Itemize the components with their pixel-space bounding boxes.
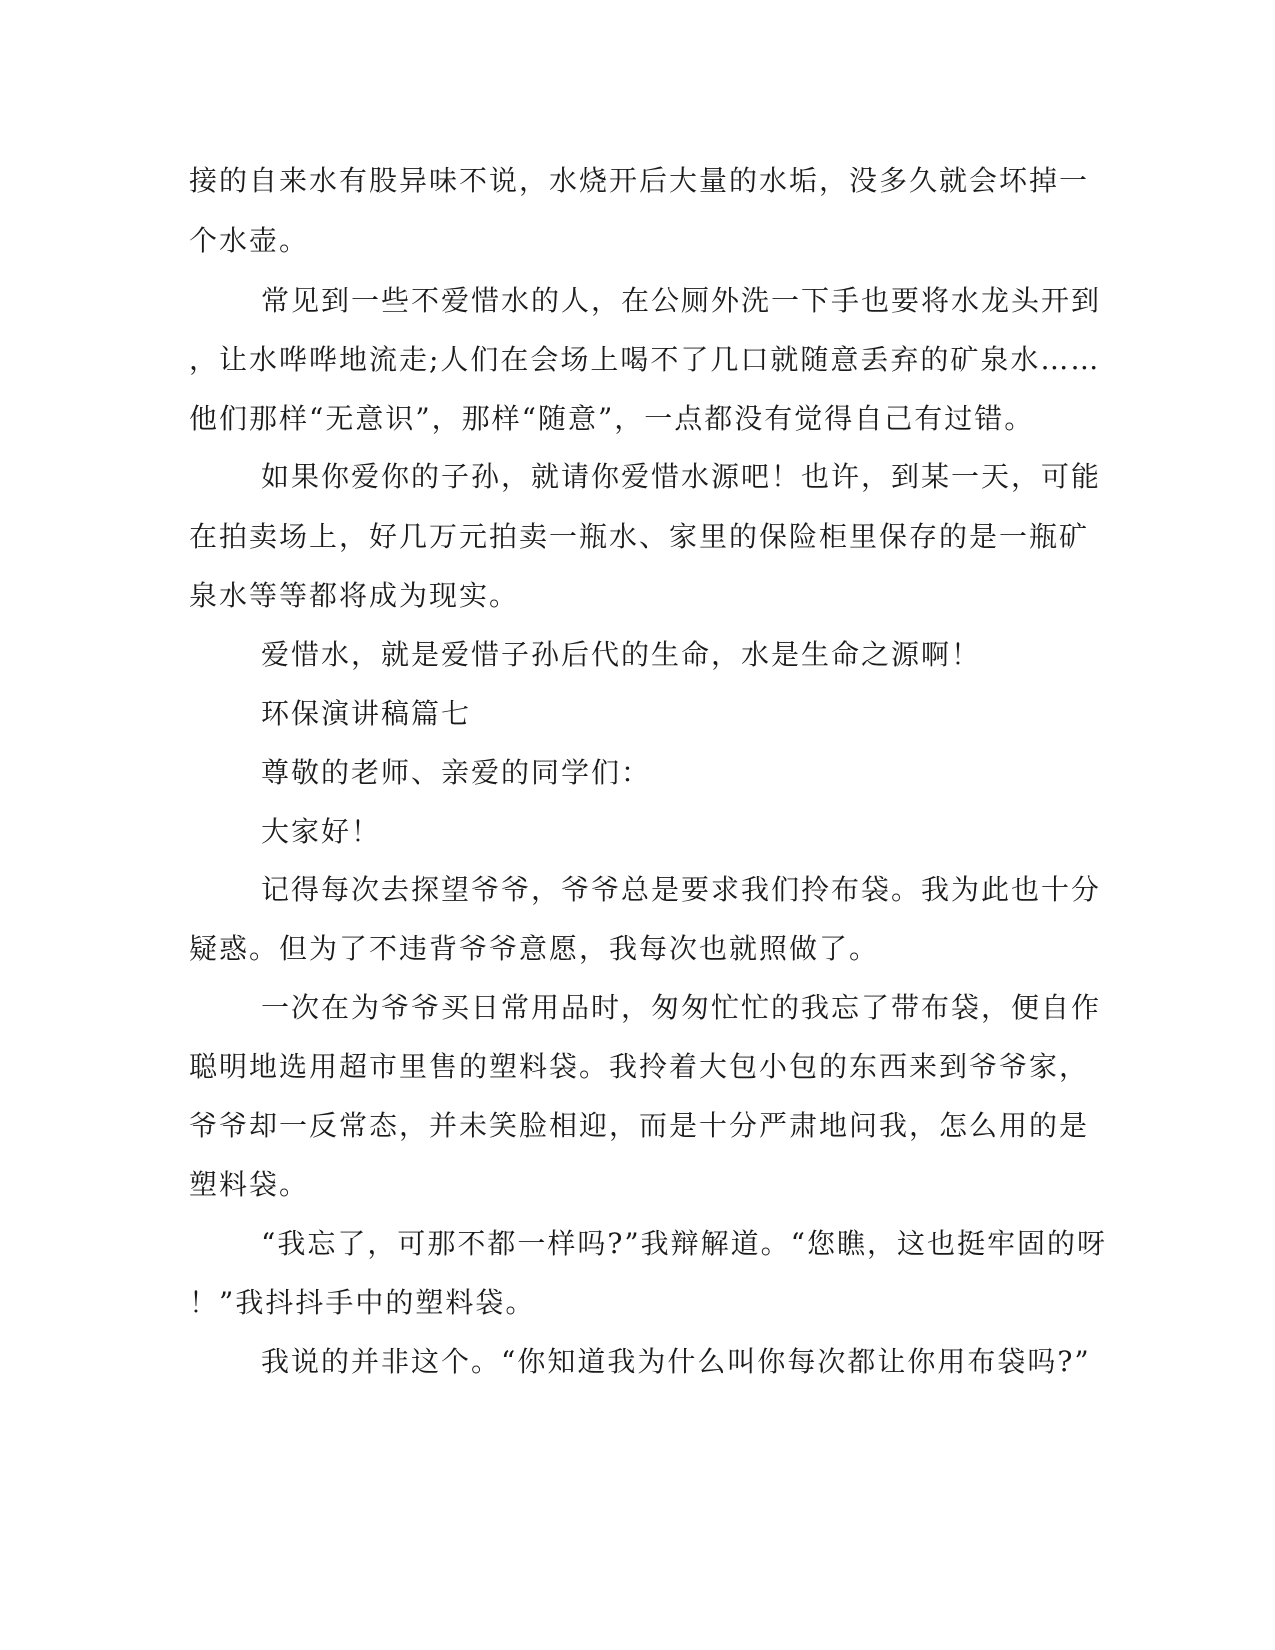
- text-line: 塑料袋。: [189, 1168, 310, 1201]
- paragraph-start-line: 如果你爱你的子孙，就请你爱惜水源吧！也许，到某一天，可能: [261, 460, 1102, 493]
- text-line: ！”我抖抖手中的塑料袋。: [189, 1286, 536, 1319]
- text-line: 爷爷却一反常态，并未笑脸相迎，而是十分严肃地问我，怎么用的是: [189, 1109, 1090, 1142]
- salutation: 尊敬的老师、亲爱的同学们：: [261, 756, 652, 789]
- paragraph-start-line: 常见到一些不爱惜水的人，在公厕外洗一下手也要将水龙头开到: [261, 284, 1102, 317]
- text-line: 接的自来水有股异味不说，水烧开后大量的水垢，没多久就会坏掉一: [189, 164, 1090, 197]
- paragraph-start-line: 爱惜水，就是爱惜子孙后代的生命，水是生命之源啊！: [261, 638, 982, 671]
- text-line: ，让水哗哗地流走;人们在会场上喝不了几口就随意丢弃的矿泉水……: [189, 343, 1101, 376]
- paragraph-start-line: 记得每次去探望爷爷，爷爷总是要求我们拎布袋。我为此也十分: [261, 873, 1102, 906]
- text-line: 个水壶。: [189, 224, 310, 257]
- text-line: 他们那样“无意识”，那样“随意”，一点都没有觉得自己有过错。: [189, 402, 1035, 435]
- text-line: 疑惑。但为了不违背爷爷意愿，我每次也就照做了。: [189, 932, 880, 965]
- paragraph-start-line: 我说的并非这个。“你知道我为什么叫你每次都让你用布袋吗?”: [261, 1345, 1091, 1378]
- text-line: 泉水等等都将成为现实。: [189, 579, 520, 612]
- text-line: 在拍卖场上，好几万元拍卖一瓶水、家里的保险柜里保存的是一瓶矿: [189, 520, 1090, 553]
- section-heading: 环保演讲稿篇七: [261, 697, 472, 730]
- paragraph-start-line: “我忘了，可那不都一样吗?”我辩解道。“您瞧，这也挺牢固的呀: [261, 1227, 1107, 1260]
- paragraph-start-line: 一次在为爷爷买日常用品时，匆匆忙忙的我忘了带布袋，便自作: [261, 991, 1102, 1024]
- text-line: 聪明地选用超市里售的塑料袋。我拎着大包小包的东西来到爷爷家，: [189, 1050, 1090, 1083]
- greeting: 大家好！: [261, 815, 382, 848]
